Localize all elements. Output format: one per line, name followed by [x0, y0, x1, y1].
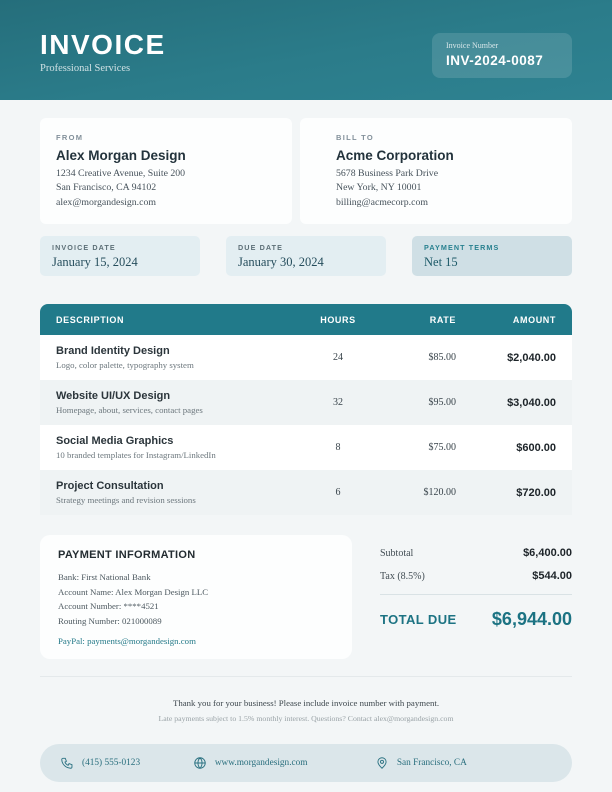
- payment-information-heading: PAYMENT INFORMATION: [58, 549, 196, 562]
- item-description-cell: [56, 390, 306, 415]
- from-label: FROM: [56, 133, 84, 142]
- from-email[interactable]: alex@morgandesign.com: [56, 196, 156, 208]
- payment-terms-value: Net 15: [424, 255, 458, 270]
- total-due-row: [380, 609, 572, 630]
- table-header-row: [40, 304, 572, 335]
- item-description-cell: [56, 435, 306, 460]
- bill-to-address-line: New York, NY 10001: [336, 182, 422, 194]
- globe-icon: [193, 756, 207, 770]
- from-address-line: 1234 Creative Avenue, Suite 200: [56, 168, 186, 179]
- bill-to-address-line: 5678 Business Park Drive: [336, 168, 439, 179]
- routing-number-line: Routing Number: 021000089: [58, 615, 162, 626]
- due-date-value: January 30, 2024: [238, 255, 324, 270]
- subtotal-label: Subtotal: [380, 547, 414, 559]
- item-hours: 8: [335, 442, 341, 454]
- totals-divider: [380, 594, 572, 595]
- invoice-body: [0, 118, 612, 782]
- item-amount: $3,040.00: [507, 396, 556, 409]
- item-amount: $2,040.00: [507, 351, 556, 364]
- item-description-cell: [56, 480, 306, 505]
- account-number-line: Account Number: ****4521: [58, 601, 159, 612]
- item-description-cell: [56, 345, 306, 370]
- bank-line: Bank: First National Bank: [58, 572, 151, 583]
- item-title: Website UI/UX Design: [56, 390, 171, 403]
- subtotal-value: $6,400.00: [523, 547, 572, 560]
- invoice-number-label: Invoice Number: [446, 41, 499, 50]
- from-card: [40, 118, 292, 224]
- item-amount: $720.00: [516, 486, 556, 499]
- contact-bar: [40, 744, 572, 782]
- payment-information-lines: [58, 570, 334, 628]
- website-url: www.morgandesign.com: [214, 758, 308, 769]
- item-rate: $85.00: [428, 352, 456, 364]
- payment-and-totals-section: [40, 535, 572, 659]
- location-pin-icon: [375, 756, 389, 770]
- item-title: Social Media Graphics: [56, 435, 174, 448]
- invoice-number-value: INV-2024-0087: [446, 53, 544, 68]
- item-hours: 6: [335, 487, 341, 499]
- page-subtitle: Professional Services: [40, 63, 131, 74]
- item-subtitle: 10 branded templates for Instagram/LinkedIn: [56, 450, 216, 461]
- location-text: San Francisco, CA: [396, 758, 467, 769]
- payment-terms-label: PAYMENT TERMS: [424, 243, 500, 253]
- location-contact[interactable]: [375, 756, 552, 770]
- from-name: Alex Morgan Design: [56, 148, 186, 163]
- phone-contact[interactable]: [60, 756, 193, 770]
- bill-to-label: BILL TO: [336, 133, 374, 142]
- meta-section: [40, 236, 572, 276]
- column-header-description: DESCRIPTION: [56, 314, 125, 325]
- thank-you-note: Thank you for your business! Please include invoice number with payment.: [172, 698, 440, 709]
- from-address: [56, 167, 276, 210]
- due-date-label: DUE DATE: [238, 243, 284, 253]
- tax-label: Tax (8.5%): [380, 570, 425, 582]
- item-subtitle: Homepage, about, services, contact pages: [56, 405, 203, 416]
- item-amount: $600.00: [516, 441, 556, 454]
- payment-information-card: [40, 535, 352, 659]
- table-row: [40, 425, 572, 470]
- item-rate: $75.00: [428, 442, 456, 454]
- header-title-block: [40, 30, 166, 74]
- total-due-value: $6,944.00: [491, 609, 572, 630]
- bill-to-email[interactable]: billing@acmecorp.com: [336, 196, 428, 208]
- item-subtitle: Strategy meetings and revision sessions: [56, 495, 196, 506]
- invoice-header: [0, 0, 612, 100]
- item-subtitle: Logo, color palette, typography system: [56, 360, 194, 371]
- item-hours: 32: [333, 397, 343, 409]
- phone-number: (415) 555-0123: [82, 758, 141, 769]
- due-date-box: [226, 236, 386, 276]
- parties-section: [40, 118, 572, 224]
- column-header-hours: HOURS: [320, 314, 356, 325]
- item-hours: 24: [333, 352, 343, 364]
- table-row: [40, 380, 572, 425]
- invoice-date-label: INVOICE DATE: [52, 243, 116, 253]
- subtotal-row: [380, 547, 572, 559]
- invoice-date-value: January 15, 2024: [52, 255, 138, 270]
- bill-to-card: [300, 118, 572, 224]
- item-rate: $95.00: [428, 397, 456, 409]
- tax-row: [380, 570, 572, 582]
- payment-terms-box: [412, 236, 572, 276]
- footer-divider: [40, 676, 572, 677]
- tax-value: $544.00: [532, 570, 572, 583]
- total-due-label: TOTAL DUE: [380, 612, 457, 628]
- item-title: Project Consultation: [56, 480, 164, 493]
- table-row: [40, 470, 572, 515]
- column-header-rate: RATE: [429, 314, 456, 325]
- column-header-amount: AMOUNT: [512, 314, 556, 325]
- invoice-date-box: [40, 236, 200, 276]
- phone-icon: [60, 756, 74, 770]
- paypal-link[interactable]: PayPal: payments@morgandesign.com: [58, 636, 196, 647]
- page-title: INVOICE: [40, 29, 166, 60]
- line-items-table: [40, 304, 572, 515]
- totals-block: [380, 535, 572, 659]
- late-payment-note: Late payments subject to 1.5% monthly interest. Questions? Contact alex@morgandesign.com: [158, 714, 454, 724]
- website-contact[interactable]: [193, 756, 375, 770]
- item-rate: $120.00: [423, 487, 456, 499]
- table-row: [40, 335, 572, 380]
- item-title: Brand Identity Design: [56, 345, 170, 358]
- bill-to-address: [336, 167, 556, 210]
- account-name-line: Account Name: Alex Morgan Design LLC: [58, 586, 209, 597]
- from-address-line: San Francisco, CA 94102: [56, 182, 157, 194]
- bill-to-name: Acme Corporation: [336, 148, 454, 163]
- invoice-number-box: [432, 33, 572, 78]
